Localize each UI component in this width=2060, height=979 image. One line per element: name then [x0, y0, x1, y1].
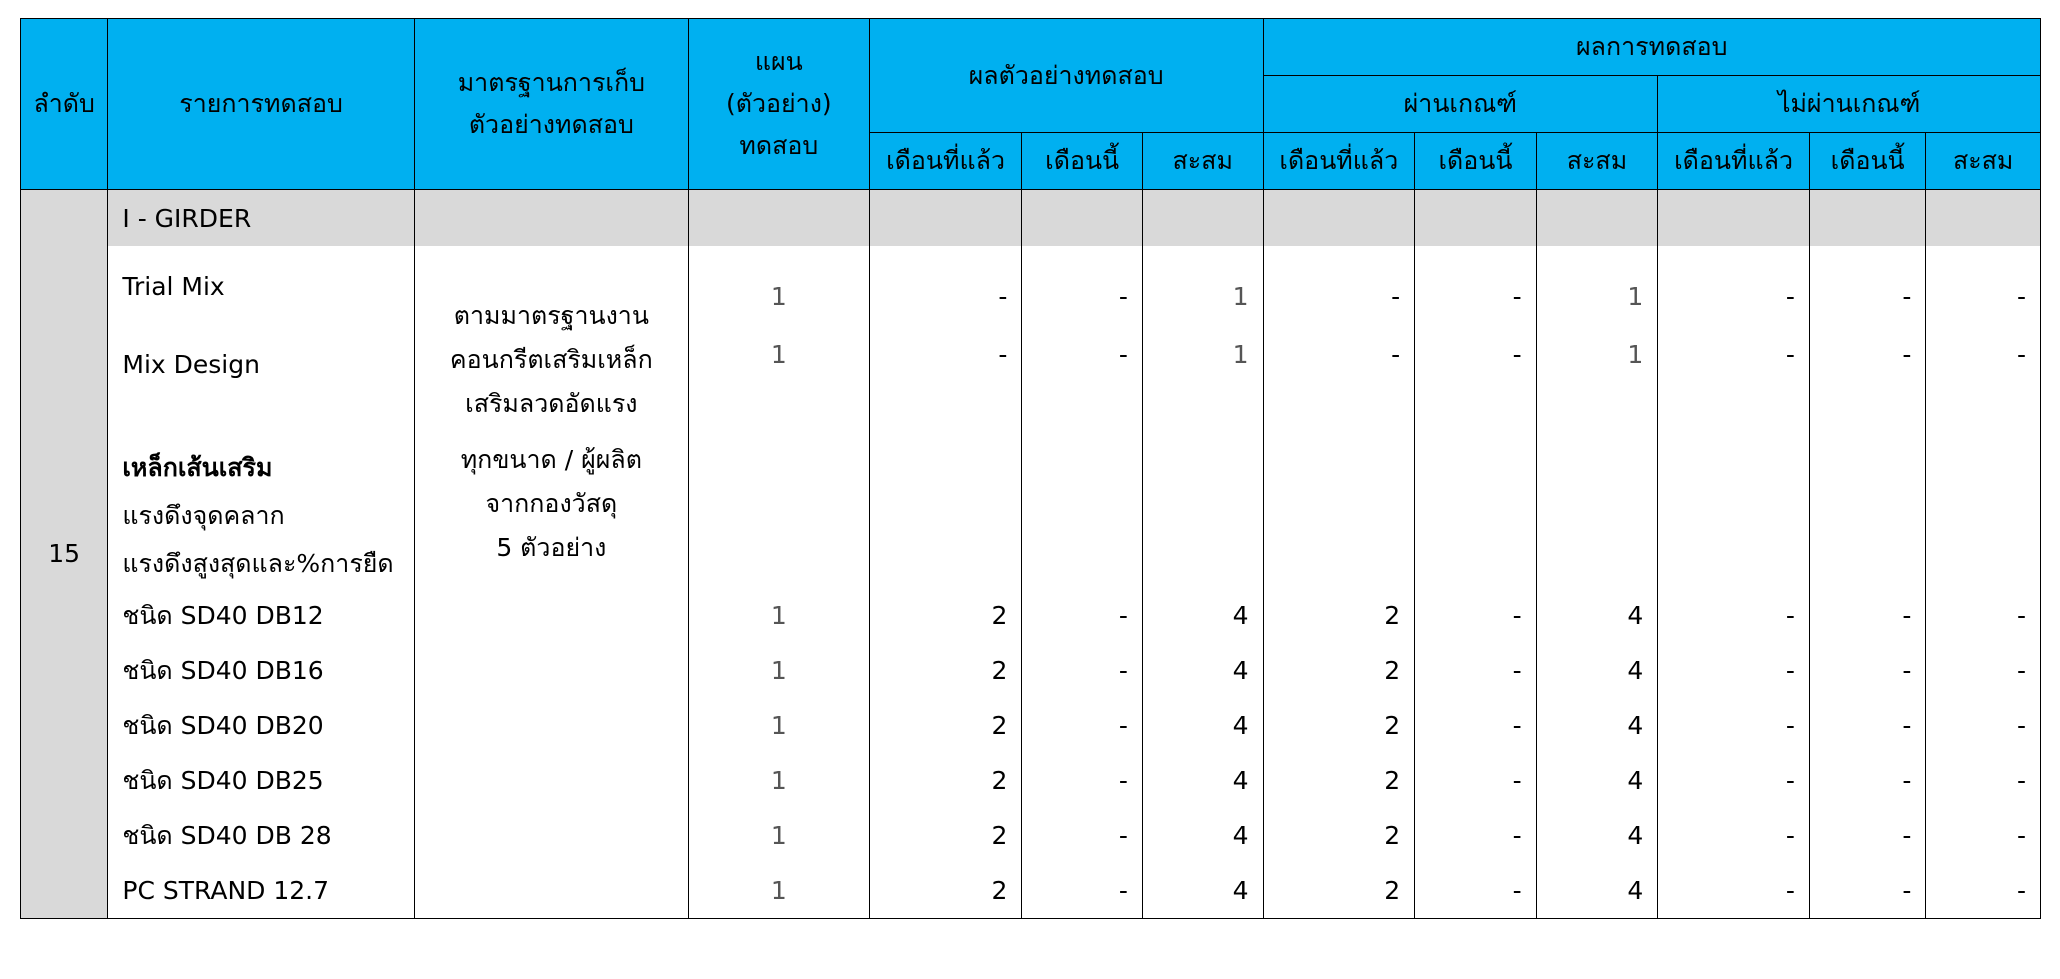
cell-fail-this: -: [1809, 753, 1926, 808]
header-pass-last-month: เดือนที่แล้ว: [1263, 133, 1415, 190]
cell-pass-this: -: [1415, 863, 1537, 918]
cell-pass-this: -: [1415, 246, 1537, 326]
cell-pass-cum: 1: [1536, 326, 1658, 436]
standard-steel: [414, 436, 688, 918]
row-item: ชนิด SD40 DB12: [108, 588, 414, 643]
cell-pass-this: -: [1415, 326, 1537, 436]
table-row: [21, 643, 2041, 698]
cell-plan: 1: [688, 863, 869, 918]
cell-sample-cum: 1: [1142, 326, 1263, 436]
cell-fail-last: -: [1658, 326, 1810, 436]
cell-sample-this: -: [1022, 326, 1143, 436]
cell-pass-last: 2: [1263, 808, 1415, 863]
cell-fail-this: -: [1809, 326, 1926, 436]
header-pass-this-month: เดือนนี้: [1415, 133, 1537, 190]
header-sample-last-month: เดือนที่แล้ว: [869, 133, 1022, 190]
cell-plan: 1: [688, 753, 869, 808]
cell-pass-last: 2: [1263, 698, 1415, 753]
cell-plan: 1: [688, 326, 869, 436]
cell-fail-cum: -: [1926, 863, 2041, 918]
cell-fail-last: -: [1658, 246, 1810, 326]
cell-fail-last: -: [1658, 588, 1810, 643]
cell-sample-last: 2: [869, 698, 1022, 753]
table-body: [21, 190, 2041, 919]
header-standard: [414, 19, 688, 190]
table-row: [21, 808, 2041, 863]
table-row: [21, 326, 2041, 436]
header-plan-line1: แผน: [754, 47, 803, 76]
cell-fail-this: -: [1809, 698, 1926, 753]
cell-pass-last: -: [1263, 326, 1415, 436]
cell-sample-last: -: [869, 246, 1022, 326]
cell-sample-last: 2: [869, 863, 1022, 918]
cell-fail-cum: -: [1926, 246, 2041, 326]
cell-plan: 1: [688, 588, 869, 643]
header-standard-line1: มาตรฐานการเก็บ: [457, 68, 645, 97]
cell-pass-cum: 4: [1536, 643, 1658, 698]
header-fail-last-month: เดือนที่แล้ว: [1658, 133, 1810, 190]
cell-pass-this: -: [1415, 698, 1537, 753]
cell-plan: 1: [688, 808, 869, 863]
standard-concrete-line3: เสริมลวดอัดแรง: [465, 389, 638, 418]
header-sample-cumulative: สะสม: [1142, 133, 1263, 190]
header-plan: [688, 19, 869, 190]
steel-heading-cell: [108, 436, 414, 588]
table-row: [21, 753, 2041, 808]
cell-pass-cum: 4: [1536, 863, 1658, 918]
cell-fail-cum: -: [1926, 326, 2041, 436]
cell-fail-cum: -: [1926, 808, 2041, 863]
row-item: Mix Design: [108, 326, 414, 436]
cell-sample-cum: 4: [1142, 753, 1263, 808]
header-standard-line2: ตัวอย่างทดสอบ: [468, 110, 634, 139]
steel-heading: เหล็กเส้นเสริม: [122, 453, 273, 482]
group-row: [21, 190, 2041, 247]
seq-number: 15: [21, 190, 108, 919]
cell-sample-this: -: [1022, 698, 1143, 753]
row-item: ชนิด SD40 DB 28: [108, 808, 414, 863]
cell-sample-this: -: [1022, 246, 1143, 326]
steel-sub-yield: แรงดึงจุดคลาก: [122, 501, 285, 530]
test-results-table: [20, 18, 2041, 919]
cell-pass-last: 2: [1263, 753, 1415, 808]
cell-pass-this: -: [1415, 643, 1537, 698]
cell-sample-this: -: [1022, 753, 1143, 808]
cell-plan: 1: [688, 643, 869, 698]
cell-sample-cum: 4: [1142, 808, 1263, 863]
row-item: ชนิด SD40 DB25: [108, 753, 414, 808]
standard-steel-line1: ทุกขนาด / ผู้ผลิต: [460, 445, 642, 474]
table-row: [21, 698, 2041, 753]
cell-plan: 1: [688, 246, 869, 326]
header-fail: ไม่ผ่านเกณฑ์: [1658, 76, 2041, 133]
test-results-table-container: [20, 18, 2041, 919]
cell-fail-cum: -: [1926, 753, 2041, 808]
standard-concrete: [414, 246, 688, 436]
cell-sample-last: 2: [869, 588, 1022, 643]
header-sample-this-month: เดือนนี้: [1022, 133, 1143, 190]
cell-fail-last: -: [1658, 643, 1810, 698]
cell-pass-this: -: [1415, 588, 1537, 643]
table-row: [21, 588, 2041, 643]
row-item: ชนิด SD40 DB20: [108, 698, 414, 753]
cell-pass-cum: 1: [1536, 246, 1658, 326]
cell-fail-last: -: [1658, 863, 1810, 918]
steel-sub-ultimate: แรงดึงสูงสุดและ%การยืด: [122, 549, 394, 578]
cell-sample-this: -: [1022, 808, 1143, 863]
cell-pass-last: -: [1263, 246, 1415, 326]
cell-pass-cum: 4: [1536, 753, 1658, 808]
cell-pass-last: 2: [1263, 643, 1415, 698]
header-fail-this-month: เดือนนี้: [1809, 133, 1926, 190]
row-item: PC STRAND 12.7: [108, 863, 414, 918]
table-row: [21, 246, 2041, 326]
cell-fail-this: -: [1809, 863, 1926, 918]
cell-sample-this: -: [1022, 588, 1143, 643]
cell-sample-this: -: [1022, 863, 1143, 918]
header-pass: ผ่านเกณฑ์: [1263, 76, 1658, 133]
cell-fail-cum: -: [1926, 643, 2041, 698]
standard-steel-line3: 5 ตัวอย่าง: [496, 533, 607, 562]
standard-steel-line2: จากกองวัสดุ: [485, 489, 618, 518]
steel-heading-row: [21, 436, 2041, 588]
cell-plan: 1: [688, 698, 869, 753]
cell-pass-last: 2: [1263, 588, 1415, 643]
cell-pass-this: -: [1415, 808, 1537, 863]
header-pass-cumulative: สะสม: [1536, 133, 1658, 190]
row-item: ชนิด SD40 DB16: [108, 643, 414, 698]
table-row: [21, 863, 2041, 918]
cell-sample-cum: 4: [1142, 698, 1263, 753]
standard-concrete-line2: คอนกรีตเสริมเหล็ก: [449, 345, 653, 374]
row-item: Trial Mix: [108, 246, 414, 326]
header-plan-line2: (ตัวอย่าง): [725, 89, 832, 118]
cell-pass-last: 2: [1263, 863, 1415, 918]
cell-fail-last: -: [1658, 753, 1810, 808]
cell-pass-this: -: [1415, 753, 1537, 808]
header-plan-line3: ทดสอบ: [739, 131, 819, 160]
cell-sample-cum: 4: [1142, 643, 1263, 698]
cell-sample-last: 2: [869, 753, 1022, 808]
cell-sample-cum: 4: [1142, 863, 1263, 918]
cell-fail-cum: -: [1926, 588, 2041, 643]
cell-fail-last: -: [1658, 808, 1810, 863]
header-seq: ลำดับ: [21, 19, 108, 190]
cell-fail-this: -: [1809, 643, 1926, 698]
cell-sample-last: 2: [869, 643, 1022, 698]
cell-sample-last: 2: [869, 808, 1022, 863]
cell-pass-cum: 4: [1536, 808, 1658, 863]
cell-sample-cum: 4: [1142, 588, 1263, 643]
cell-fail-this: -: [1809, 588, 1926, 643]
group-label: I - GIRDER: [108, 190, 414, 247]
cell-fail-this: -: [1809, 246, 1926, 326]
header-fail-cumulative: สะสม: [1926, 133, 2041, 190]
cell-fail-this: -: [1809, 808, 1926, 863]
cell-fail-last: -: [1658, 698, 1810, 753]
cell-sample-last: -: [869, 326, 1022, 436]
cell-fail-cum: -: [1926, 698, 2041, 753]
header-test-results: ผลการทดสอบ: [1263, 19, 2041, 76]
cell-pass-cum: 4: [1536, 588, 1658, 643]
header-sample-results: ผลตัวอย่างทดสอบ: [869, 19, 1263, 133]
header-item: รายการทดสอบ: [108, 19, 414, 190]
standard-concrete-line1: ตามมาตรฐานงาน: [453, 301, 649, 330]
cell-sample-this: -: [1022, 643, 1143, 698]
cell-pass-cum: 4: [1536, 698, 1658, 753]
table-header: [21, 19, 2041, 190]
cell-sample-cum: 1: [1142, 246, 1263, 326]
